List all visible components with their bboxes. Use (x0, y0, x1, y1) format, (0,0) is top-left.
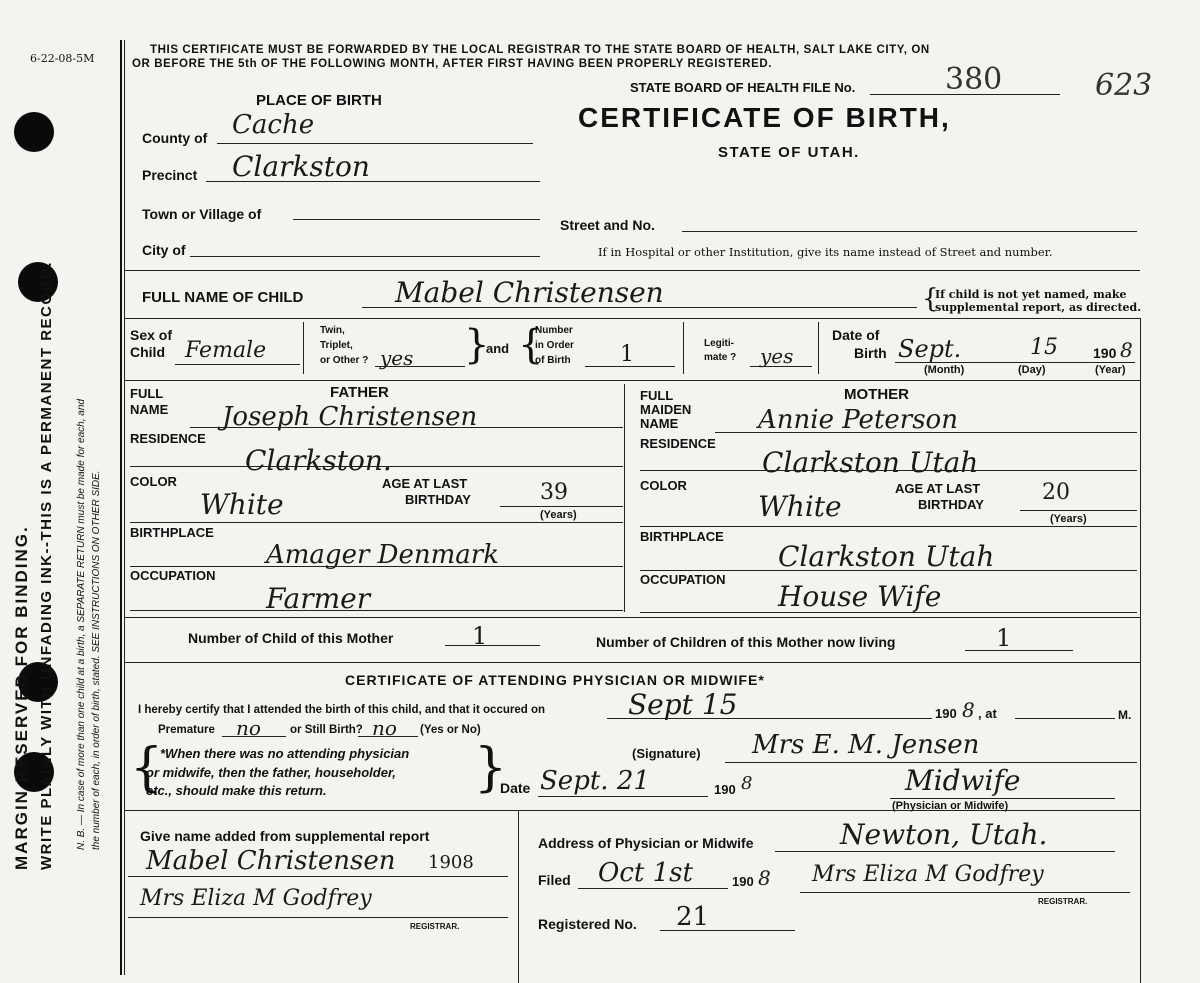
signed-date: Sept. 21 (540, 766, 650, 796)
supplemental-label: Give name added from supplemental report (140, 828, 430, 844)
supplemental-name: Mabel Christensen (146, 846, 396, 876)
precinct-label: Precinct (142, 167, 198, 183)
filing-registrar-signature: Mrs Eliza M Godfrey (812, 862, 1044, 887)
mother-birthplace-value: Clarkston Utah (778, 540, 995, 573)
sex-value: Female (185, 338, 267, 363)
notice-line-2: OR BEFORE THE 5th OF THE FOLLOWING MONTH, AFTER FIRST HAVING BEEN PROPERLY REGISTERED. (132, 58, 773, 70)
form-code: 6-22-08-5M (30, 52, 95, 65)
street-label: Street and No. (560, 217, 655, 233)
father-occupation-label: OCCUPATION (130, 568, 216, 583)
county-value: Cache (232, 110, 315, 140)
father-age-label-1: AGE AT LAST (382, 476, 468, 491)
legit-label-1: Legiti- (704, 338, 734, 349)
father-name-label: NAME (130, 402, 169, 417)
birth-day: 15 (1030, 335, 1058, 360)
side-margin-text: MARGIN RESERVED FOR BINDING. (12, 525, 31, 870)
town-label: Town or Village of (142, 206, 262, 222)
date-label-2: Birth (854, 345, 887, 361)
file-no-value: 380 (945, 62, 1003, 97)
city-label: City of (142, 242, 186, 258)
father-birthplace-value: Amager Denmark (266, 540, 499, 570)
living-value: 1 (996, 624, 1012, 652)
supplemental-registrar-signature: Mrs Eliza M Godfrey (140, 886, 372, 911)
yesno-label: (Yes or No) (420, 724, 481, 736)
certify-date: Sept 15 (628, 688, 738, 721)
year-caption: (Year) (1095, 364, 1126, 376)
order-label-2: in Order (535, 340, 574, 351)
father-age-value: 39 (540, 480, 568, 505)
filed-year-prefix: 190 (732, 874, 754, 889)
m-label: M. (1118, 708, 1132, 722)
mother-color-value: White (758, 490, 842, 523)
state-subtitle: STATE OF UTAH. (718, 144, 860, 161)
notice-line-1: THIS CERTIFICATE MUST BE FORWARDED BY THE LOCAL REGISTRAR TO THE STATE BOARD OF HEALTH, SALT LAKE CITY, ON (150, 44, 930, 56)
father-years-caption: (Years) (540, 509, 577, 521)
supplemental-registrar-caption: REGISTRAR. (410, 922, 460, 931)
twin-label-2: Triplet, (320, 340, 353, 351)
order-label-1: Number (535, 325, 573, 336)
birth-month: Sept. (898, 335, 962, 363)
mother-color-label: COLOR (640, 478, 687, 493)
hospital-note: If in Hospital or other Institution, give its name instead of Street and number. (598, 245, 1053, 259)
unnamed-note-2: supplemental report, as directed. (935, 301, 1142, 314)
living-label: Number of Children of this Mother now living (596, 634, 896, 650)
legit-label-2: mate ? (704, 352, 737, 363)
certificate-title: CERTIFICATE OF BIRTH, (578, 102, 951, 133)
signed-year: 8 (741, 773, 753, 794)
at-label: , at (978, 706, 997, 721)
mother-age-value: 20 (1042, 480, 1070, 505)
month-caption: (Month) (924, 364, 965, 376)
birth-year-prefix: 190 (1093, 345, 1117, 361)
punch-hole-top (14, 112, 54, 152)
frame-left-2 (124, 40, 125, 975)
mother-full-label: FULL (640, 388, 674, 403)
frame-left (120, 40, 122, 975)
mother-name-value: Annie Peterson (758, 405, 958, 435)
mother-residence-label: RESIDENCE (640, 436, 716, 451)
and-label: and (486, 341, 510, 356)
filed-label: Filed (538, 872, 571, 888)
supplemental-year: 1908 (428, 852, 474, 873)
signature-label: (Signature) (632, 746, 701, 761)
certify-year: 8 (962, 698, 975, 722)
address-value: Newton, Utah. (840, 818, 1048, 851)
father-color-label: COLOR (130, 474, 177, 489)
fullname-value: Mabel Christensen (395, 276, 664, 309)
father-residence-label: RESIDENCE (130, 431, 206, 446)
footnote-1: *When there was no attending physician (160, 746, 410, 761)
side-note-2: the number of each, in order of birth, stated. SEE INSTRUCTIONS ON OTHER SIDE. (91, 470, 102, 850)
file-no-label: STATE BOARD OF HEALTH FILE No. (630, 80, 856, 95)
certify-year-prefix: 190 (935, 706, 957, 721)
mother-name-label: NAME (640, 416, 679, 431)
filed-year: 8 (758, 866, 771, 890)
mother-occupation-label: OCCUPATION (640, 572, 726, 587)
physician-title-caption: (Physician or Midwife) (892, 800, 1009, 812)
child-number-label: Number of Child of this Mother (188, 630, 394, 646)
filed-date: Oct 1st (598, 858, 693, 888)
premature-value: no (236, 716, 261, 740)
order-value: 1 (620, 342, 634, 367)
mother-age-label-2: BIRTHDAY (918, 497, 984, 512)
sex-label-2: Child (130, 344, 165, 360)
physician-heading: CERTIFICATE OF ATTENDING PHYSICIAN OR MIDWIFE* (345, 672, 765, 688)
footnote-2: or midwife, then the father, householder, (146, 765, 396, 780)
father-heading: FATHER (330, 384, 389, 401)
father-color-value: White (200, 488, 284, 521)
physician-title-value: Midwife (905, 764, 1021, 797)
birth-year: 8 (1120, 338, 1133, 362)
father-birthplace-label: BIRTHPLACE (130, 525, 214, 540)
mother-birthplace-label: BIRTHPLACE (640, 529, 724, 544)
father-name-value: Joseph Christensen (222, 402, 478, 432)
mother-occupation-value: House Wife (778, 580, 942, 613)
county-label: County of (142, 130, 208, 146)
unnamed-note-1: If child is not yet named, make (935, 288, 1127, 301)
precinct-value: Clarkston (232, 150, 370, 183)
corner-number: 623 (1095, 68, 1153, 103)
stillbirth-label: or Still Birth? (290, 724, 363, 736)
registered-value: 21 (676, 902, 710, 932)
father-residence-value: Clarkston. (245, 444, 392, 477)
signed-year-prefix: 190 (714, 782, 736, 797)
sex-label-1: Sex of (130, 327, 173, 343)
side-binding-text: WRITE PLAINLY WITH UNFADING INK--THIS IS A PERMANENT RECORD. (38, 261, 55, 870)
order-label-3: of Birth (535, 355, 571, 366)
frame-right (1140, 318, 1141, 983)
father-occupation-value: Farmer (266, 582, 371, 615)
certify-label: I hereby certify that I attended the birth of this child, and that it occured on (138, 704, 546, 716)
side-note-1: N. B. — In case of more than one child at a birth, a SEPARATE RETURN must be made for each, and (76, 399, 87, 850)
filing-registrar-caption: REGISTRAR. (1038, 897, 1088, 906)
twin-label-1: Twin, (320, 325, 345, 336)
mother-age-label-1: AGE AT LAST (895, 481, 981, 496)
child-number-value: 1 (472, 622, 488, 650)
fullname-label: FULL NAME OF CHILD (142, 289, 304, 306)
place-heading: PLACE OF BIRTH (256, 92, 382, 109)
day-caption: (Day) (1018, 364, 1046, 376)
father-full-label: FULL (130, 386, 164, 401)
address-label: Address of Physician or Midwife (538, 835, 754, 851)
twin-label-3: or Other ? (320, 355, 369, 366)
footnote-3: etc., should make this return. (146, 783, 327, 798)
father-age-label-2: BIRTHDAY (405, 492, 471, 507)
twin-value: yes (380, 346, 414, 370)
mother-years-caption: (Years) (1050, 513, 1087, 525)
date-label-1: Date of (832, 327, 880, 343)
stillbirth-value: no (372, 716, 397, 740)
mother-residence-value: Clarkston Utah (762, 446, 979, 479)
legit-value: yes (760, 344, 794, 368)
mother-maiden-label: MAIDEN (640, 402, 692, 417)
signature-value: Mrs E. M. Jensen (752, 730, 980, 760)
date-label: Date (500, 780, 531, 796)
registered-label: Registered No. (538, 916, 637, 932)
premature-label: Premature (158, 724, 215, 736)
mother-heading: MOTHER (844, 386, 909, 403)
